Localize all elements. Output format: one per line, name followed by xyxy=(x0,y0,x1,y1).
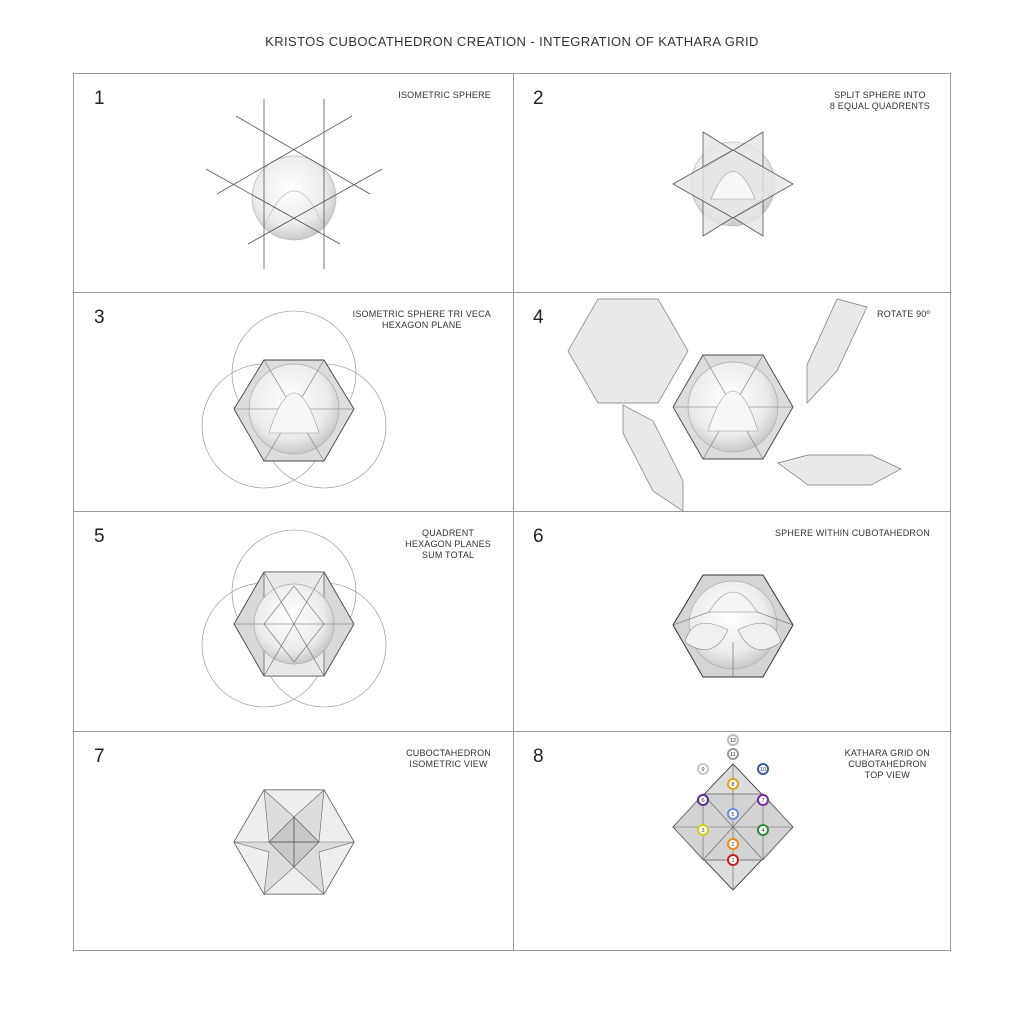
kathara-node-label: 7 xyxy=(761,798,765,805)
caption-line: CUBOTAHEDRON xyxy=(848,759,927,769)
caption-line: HEXAGON PLANES xyxy=(405,539,491,549)
caption-line: TOP VIEW xyxy=(864,770,910,780)
kathara-node-label: 10 xyxy=(759,767,767,774)
kathara-node-label: 4 xyxy=(761,828,765,835)
kathara-node-label: 2 xyxy=(731,842,735,849)
cuboctahedron-isometric-drawing xyxy=(74,732,513,951)
panel-7 xyxy=(74,732,513,952)
caption-line: ISOMETRIC VIEW xyxy=(409,759,488,769)
caption-line: ROTATE 90º xyxy=(877,309,930,319)
panel-2 xyxy=(513,74,952,294)
kathara-node-10 xyxy=(758,764,768,774)
kathara-node-2 xyxy=(728,839,738,849)
panel-5 xyxy=(74,512,513,732)
kathara-node-4 xyxy=(758,825,768,835)
panel-3 xyxy=(74,293,513,513)
panel-6 xyxy=(513,512,952,732)
panel-number: 5 xyxy=(94,526,105,547)
caption-line: SPHERE WITHIN CUBOTAHEDRON xyxy=(774,528,930,538)
kathara-node-5 xyxy=(728,809,738,819)
panel-number: 2 xyxy=(533,88,544,109)
caption-line: ISOMETRIC SPHERE xyxy=(398,90,491,100)
panel-1 xyxy=(74,74,513,294)
kathara-node-label: 11 xyxy=(730,752,736,759)
panel-number: 3 xyxy=(94,307,105,328)
rotate-planes-drawing xyxy=(513,293,952,512)
kathara-node-1 xyxy=(728,855,738,865)
tri-veca-hexagon-drawing xyxy=(74,293,513,512)
kathara-node-label: 6 xyxy=(701,798,705,805)
panel-number: 8 xyxy=(533,746,544,767)
kathara-node-11 xyxy=(728,749,738,759)
kathara-node-9 xyxy=(698,764,708,774)
page-title: KRISTOS CUBOCATHEDRON CREATION - INTEGRATION OF KATHARA GRID xyxy=(265,34,759,49)
kathara-grid-drawing xyxy=(513,732,952,951)
panel-number: 4 xyxy=(533,307,544,328)
caption-line: 8 EQUAL QUADRENTS xyxy=(829,101,930,111)
caption-line: QUADRENT xyxy=(422,528,475,538)
caption-line: KATHARA GRID ON xyxy=(844,748,930,758)
caption-line: SUM TOTAL xyxy=(421,550,475,560)
caption-line: SPLIT SPHERE INTO xyxy=(834,90,926,100)
sphere-in-cubotahedron-drawing xyxy=(513,512,952,731)
panel-number: 1 xyxy=(94,88,105,109)
kathara-node-12 xyxy=(728,735,738,745)
kathara-node-8 xyxy=(728,779,738,789)
kathara-node-label: 5 xyxy=(731,812,735,819)
kathara-node-6 xyxy=(698,795,708,805)
caption-line: CUBOCTAHEDRON xyxy=(406,748,491,758)
kathara-node-label: 12 xyxy=(729,738,737,745)
kathara-node-3 xyxy=(698,825,708,835)
hexagon-planes-sum-drawing xyxy=(74,512,513,731)
split-sphere-drawing xyxy=(513,74,952,293)
kathara-node-label: 1 xyxy=(731,858,735,865)
caption-line: ISOMETRIC SPHERE TRI VECA xyxy=(352,309,491,319)
kathara-node-7 xyxy=(758,795,768,805)
isometric-sphere-drawing xyxy=(74,74,513,293)
panel-number: 7 xyxy=(94,746,105,767)
kathara-node-label: 3 xyxy=(701,828,705,835)
kathara-node-label: 9 xyxy=(701,767,705,774)
panel-grid xyxy=(73,73,951,951)
panel-8 xyxy=(513,732,952,952)
kathara-node-label: 8 xyxy=(731,782,735,789)
caption-line: HEXAGON PLANE xyxy=(382,320,462,330)
panel-number: 6 xyxy=(533,526,544,547)
panel-4 xyxy=(513,293,952,513)
